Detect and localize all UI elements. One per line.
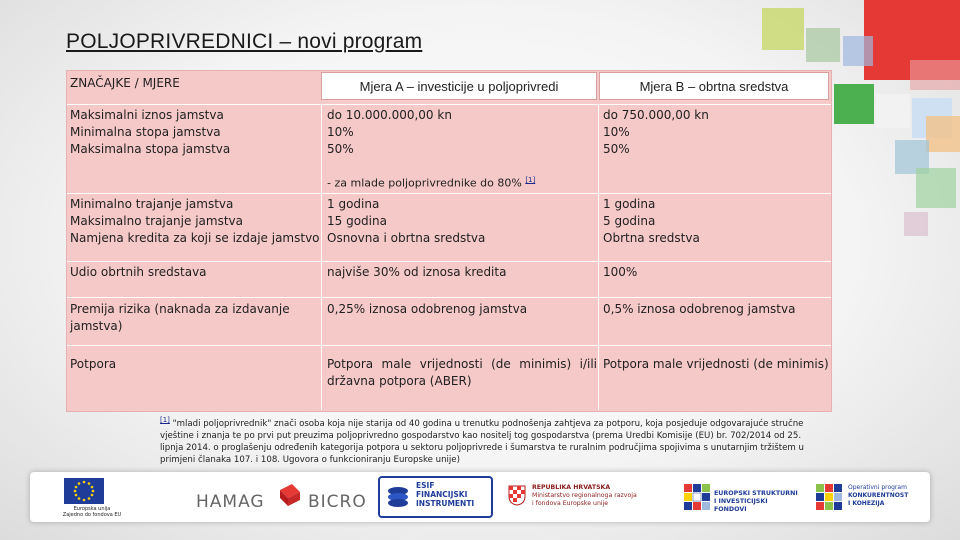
measures-table [66, 70, 832, 412]
footnote [160, 414, 810, 467]
op-grid-icon [816, 484, 842, 510]
header-measure-a: Mjera A – investicije u poljoprivredi [321, 72, 597, 100]
operational-programme-logo: Operativni program KONKURENTNOST I KOHEZIJA [816, 482, 924, 514]
hamag-bicro-logo: HAMAG BICRO [190, 480, 370, 516]
coins-icon [384, 483, 412, 511]
row-duration-b: 1 godina 5 godina Obrtna sredstva [603, 197, 700, 245]
row-risk-premium-b: 0,5% iznosa odobrenog jamstva [603, 302, 796, 316]
esi-funds-logo: EUROPSKI STRUKTURNI I INVESTICIJSKI FONDOVI [684, 484, 802, 514]
row-working-capital-label: Udio obrtnih sredstava [70, 265, 207, 279]
row-guarantee-amount-labels: Maksimalni iznos jamstva Minimalna stopa jamstva Maksimalna stopa jamstva [70, 108, 231, 156]
footnote-text: "mladi poljoprivrednik" znači osoba koja nije starija od 40 godina u trenutku podnošenja zahtjeva za potporu, koja posjeduje odgovarajuće stručne vještine i znanja te po prvi put preuzima poljoprivredno gospodarstvo kao nositelj tog gospodarstva (prema Uredbi Komisije (EU) br. 702/2014 od 25. lipnja 2014. o proglašenju određenih kategorija potpora u sektoru poljoprivrede i šumarstva te ruralnim područjima spojivima s unutarnjim tržištem u primjeni članaka 107. i 108. Ugovora o funkcioniranju Europske unije) [160, 418, 804, 466]
young-farmer-note: - za mlade poljoprivrednike do 80% [327, 176, 522, 190]
footnote-ref-link[interactable]: [1] [525, 176, 536, 184]
row-support-a: Potpora male vrijednosti (de minimis) i/ili državna potpora (ABER) [327, 357, 597, 388]
footnote-marker[interactable]: [1] [160, 416, 170, 424]
eu-logo: Europska unija Zajedno do fondova EU [52, 478, 118, 518]
row-duration-labels: Minimalno trajanje jamstva Maksimalno trajanje jamstva Namjena kredita za koji se izdaje jamstvo [70, 197, 320, 245]
row-support-label: Potpora [70, 357, 117, 371]
row-duration-a: 1 godina 15 godina Osnovna i obrtna sredstva [327, 197, 486, 245]
croatian-coat-of-arms-icon [508, 484, 526, 506]
row-support-b: Potpora male vrijednosti (de minimis) [603, 357, 829, 371]
row-risk-premium-label: Premija rizika (naknada za izdavanje jamstva) [70, 302, 290, 333]
hamag-cube-icon [274, 480, 304, 510]
ministry-logo: REPUBLIKA HRVATSKA Ministarstvo regionalnoga razvoja i fondova Europske unije [508, 482, 678, 516]
esif-logo: ESIF FINANCIJSKI INSTRUMENTI [378, 476, 493, 518]
row-guarantee-amount-b: do 750.000,00 kn 10% 50% [603, 108, 709, 156]
esi-grid-icon [684, 484, 710, 510]
row-guarantee-amount-a: do 10.000.000,00 kn 10% 50% - za mlade poljoprivrednike do 80% [1] [327, 108, 536, 190]
header-features: ZNAČAJKE / MJERE [70, 76, 180, 90]
row-risk-premium-a: 0,25% iznosa odobrenog jamstva [327, 302, 528, 316]
header-measure-b: Mjera B – obrtna sredstva [599, 72, 829, 100]
row-working-capital-b: 100% [603, 265, 638, 279]
page-title: POLJOPRIVREDNICI – novi program [66, 30, 423, 53]
row-working-capital-a: najviše 30% od iznosa kredita [327, 265, 507, 279]
logos-bar [30, 472, 930, 522]
